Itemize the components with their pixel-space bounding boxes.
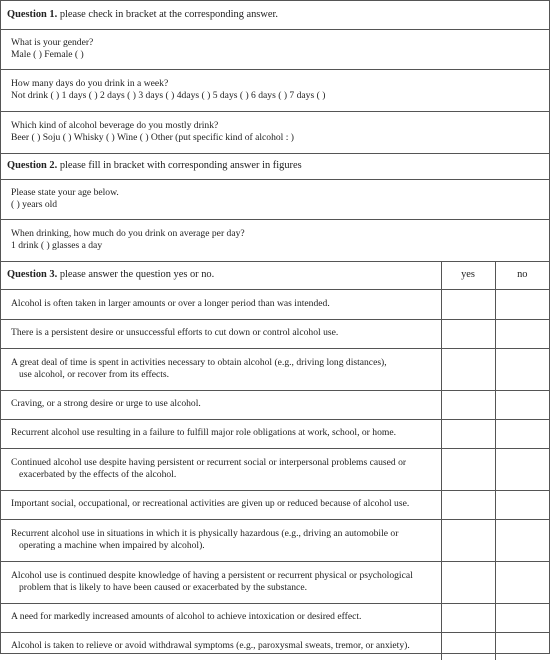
q3-item-text-cont: problem that is likely to have been caused or exacerbated by the substance. <box>19 582 307 593</box>
q3-row-9 <box>1 561 549 603</box>
q3-number: Question 3. <box>7 269 58 281</box>
q2-title: please fill in bracket with corresponding answer in figures <box>57 160 302 172</box>
q2-item-options[interactable]: 1 drink ( ) glasses a day <box>11 240 103 251</box>
no-answer-cell[interactable] <box>495 419 549 448</box>
q2-item-age <box>1 179 549 219</box>
q3-row-11 <box>1 632 549 660</box>
q3-item-text-cont: use alcohol, or recover from its effects. <box>19 369 170 380</box>
q3-row-10 <box>1 603 549 632</box>
yes-answer-cell[interactable] <box>441 289 495 319</box>
no-answer-cell[interactable] <box>495 348 549 390</box>
q3-item-text: There is a persistent desire or unsuccessful efforts to cut down or control alcohol use. <box>11 327 339 339</box>
q2-number: Question 2. <box>7 160 58 172</box>
no-answer-cell[interactable] <box>495 632 549 660</box>
yes-answer-cell[interactable] <box>441 390 495 419</box>
no-column-header: no <box>495 261 549 289</box>
q2-item-options[interactable]: ( ) years old <box>11 199 58 210</box>
q3-item-text: Important social, occupational, or recreational activities are given up or reduced because of alcohol use. <box>11 498 410 510</box>
yes-answer-cell[interactable] <box>441 490 495 519</box>
q3-item-text: Recurrent alcohol use in situations in which it is physically hazardous (e.g., driving an automobile or <box>11 527 399 539</box>
q3-row-7 <box>1 490 549 519</box>
q3-row-1 <box>1 289 549 319</box>
yes-answer-cell[interactable] <box>441 448 495 490</box>
no-answer-cell[interactable] <box>495 390 549 419</box>
yes-answer-cell[interactable] <box>441 603 495 632</box>
q3-item-text-cont: operating a machine when impaired by alcohol). <box>19 540 205 551</box>
q3-item-text: Alcohol is often taken in larger amounts or over a longer period than was intended. <box>11 297 330 309</box>
q3-row-2 <box>1 319 549 348</box>
q3-item-text: A great deal of time is spent in activities necessary to obtain alcohol (e.g., driving long distances), <box>11 356 387 368</box>
yes-answer-cell[interactable] <box>441 319 495 348</box>
q1-item-gender <box>1 29 549 69</box>
q1-item-prompt: Which kind of alcohol beverage do you mostly drink? <box>11 119 219 131</box>
q3-item-text: Recurrent alcohol use resulting in a failure to fulfill major role obligations at work, school, or home. <box>11 427 396 439</box>
no-answer-cell[interactable] <box>495 561 549 603</box>
q2-item-prompt: When drinking, how much do you drink on average per day? <box>11 227 245 239</box>
q3-item-text: Continued alcohol use despite having persistent or recurrent social or interpersonal problems caused or <box>11 456 407 468</box>
q3-item-text: Craving, or a strong desire or urge to use alcohol. <box>11 398 201 410</box>
no-answer-cell[interactable] <box>495 603 549 632</box>
no-answer-cell[interactable] <box>495 448 549 490</box>
q1-item-prompt: What is your gender? <box>11 36 94 48</box>
q2-item-prompt: Please state your age below. <box>11 186 119 198</box>
q1-item-options[interactable]: Male ( ) Female ( ) <box>11 49 84 60</box>
q1-item-prompt: How many days do you drink in a week? <box>11 77 169 89</box>
q3-header <box>1 261 549 289</box>
yes-answer-cell[interactable] <box>441 419 495 448</box>
yes-answer-cell[interactable] <box>441 519 495 561</box>
q3-item-text: Alcohol use is continued despite knowledge of having a persistent or recurrent physical or psychological <box>11 569 413 581</box>
no-answer-cell[interactable] <box>495 519 549 561</box>
q3-item-text: A need for markedly increased amounts of alcohol to achieve intoxication or desired effect. <box>11 611 362 623</box>
no-answer-cell[interactable] <box>495 289 549 319</box>
yes-answer-cell[interactable] <box>441 632 495 660</box>
q1-number: Question 1. <box>7 8 58 20</box>
q1-item-days <box>1 69 549 111</box>
q3-row-6 <box>1 448 549 490</box>
q1-item-beverage <box>1 111 549 153</box>
q3-item-text-cont: exacerbated by the effects of the alcohol. <box>19 469 177 480</box>
q3-row-4 <box>1 390 549 419</box>
q2-header <box>1 153 549 179</box>
q3-item-text: Alcohol is taken to relieve or avoid withdrawal symptoms (e.g., paroxysmal sweats, tremor, or anxiety). <box>11 640 410 652</box>
q1-header <box>1 1 549 29</box>
q1-item-options[interactable]: Beer ( ) Soju ( ) Whisky ( ) Wine ( ) Other (put specific kind of alcohol : ) <box>11 132 294 143</box>
q1-item-options[interactable]: Not drink ( ) 1 days ( ) 2 days ( ) 3 days ( ) 4days ( ) 5 days ( ) 6 days ( ) 7 days ( ) <box>11 90 326 101</box>
yes-answer-cell[interactable] <box>441 348 495 390</box>
q2-item-amount <box>1 219 549 261</box>
q3-row-8 <box>1 519 549 561</box>
q1-title: please check in bracket at the corresponding answer. <box>57 8 278 20</box>
q3-row-5 <box>1 419 549 448</box>
q3-row-3 <box>1 348 549 390</box>
yes-answer-cell[interactable] <box>441 561 495 603</box>
yes-column-header: yes <box>441 261 495 289</box>
questionnaire-table <box>1 1 549 660</box>
no-answer-cell[interactable] <box>495 319 549 348</box>
q3-title: please answer the question yes or no. <box>57 269 215 281</box>
no-answer-cell[interactable] <box>495 490 549 519</box>
